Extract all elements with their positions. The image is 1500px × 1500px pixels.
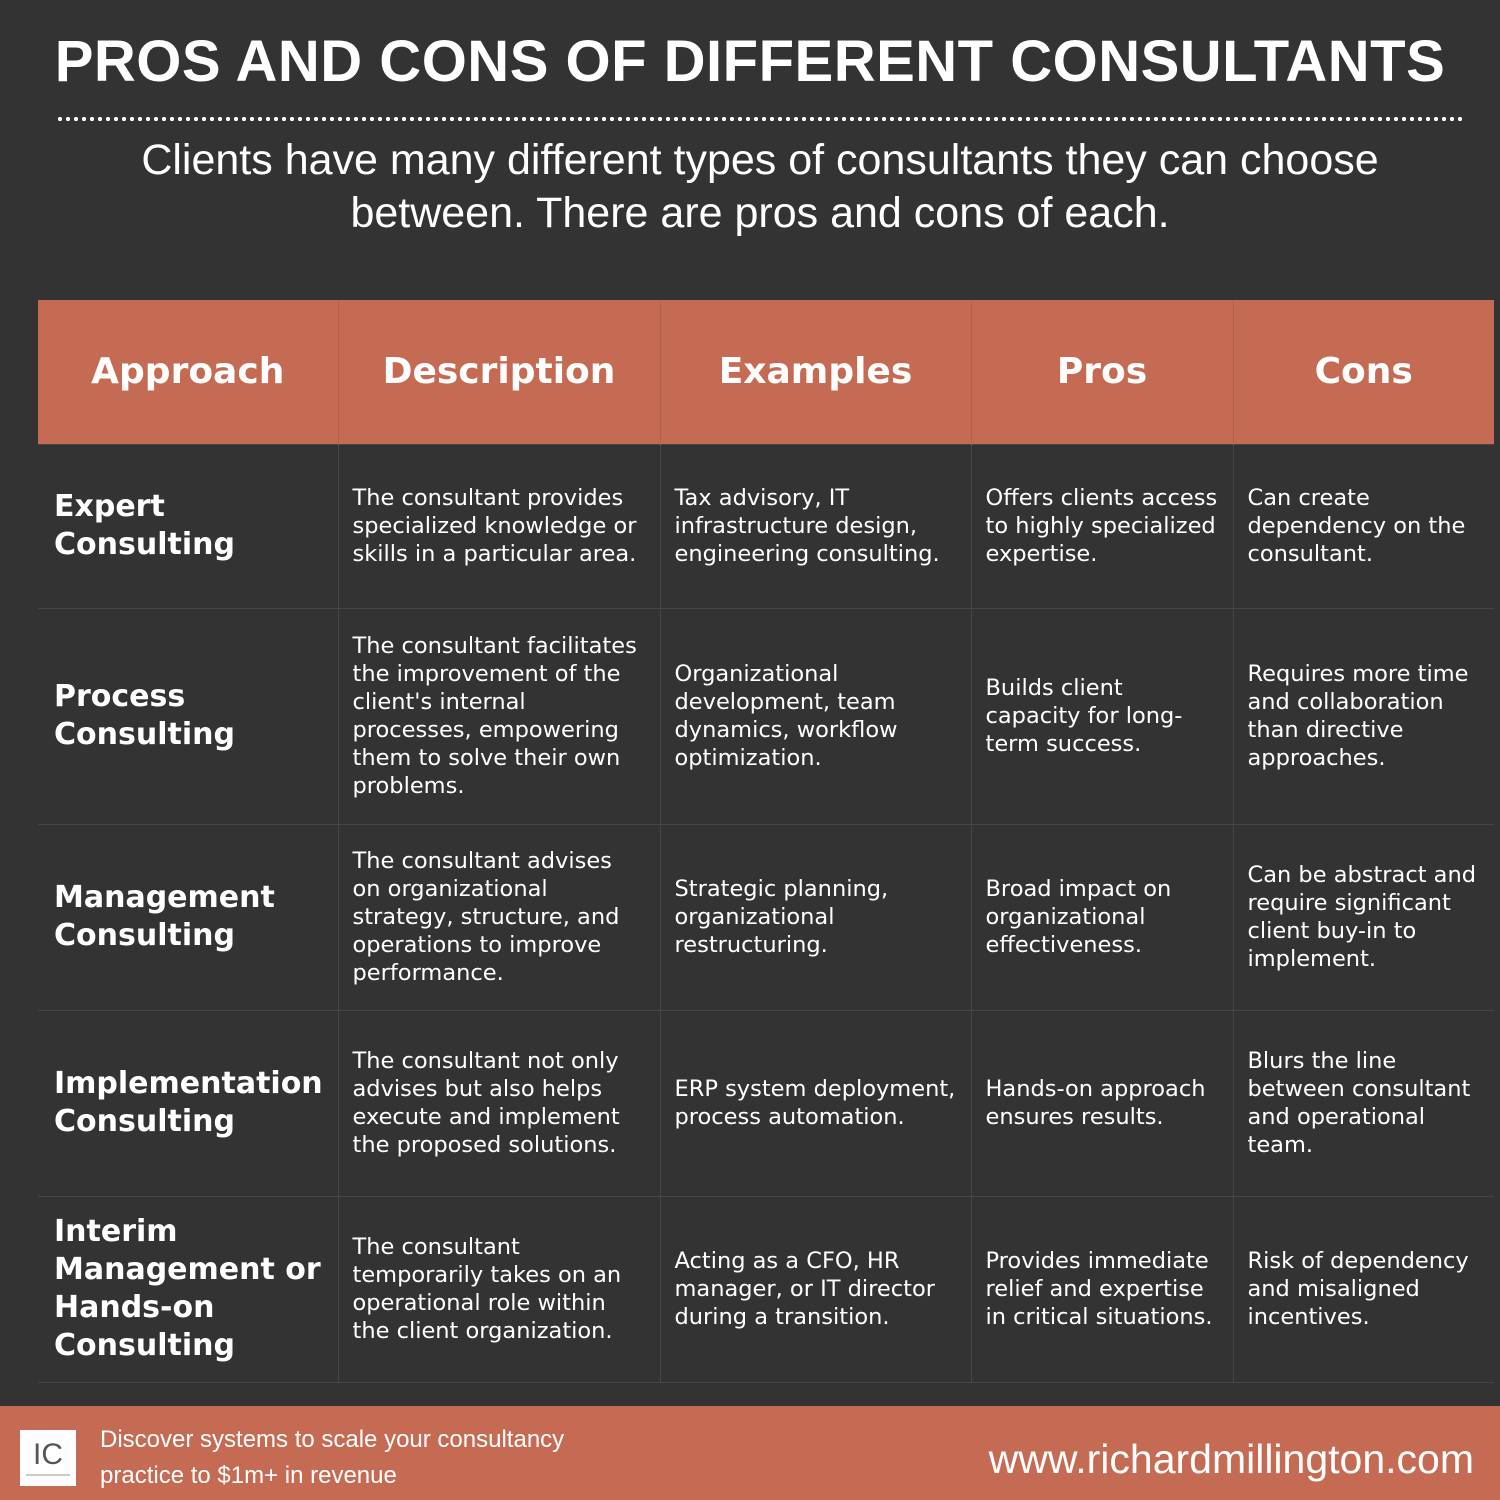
approach-cell: Interim Management or Hands-on Consulting [38, 1196, 338, 1382]
description-cell: The consultant temporarily takes on an operational role within the client organization. [338, 1196, 660, 1382]
page-title: PROS AND CONS OF DIFFERENT CONSULTANTS [54, 29, 1446, 94]
description-cell: The consultant provides specialized knowledge or skills in a particular area. [338, 444, 660, 608]
header-pros: Pros [971, 300, 1233, 444]
table-row [38, 444, 1494, 608]
logo-underline [26, 1474, 70, 1476]
approach-cell: Implementation Consulting [38, 1010, 338, 1196]
comparison-table [38, 300, 1494, 1383]
examples-cell: Organizational development, team dynamics, workflow optimization. [660, 608, 971, 824]
examples-cell: ERP system deployment, process automation. [660, 1010, 971, 1196]
table-row [38, 1196, 1494, 1382]
header-approach: Approach [38, 300, 338, 444]
dotted-divider [56, 116, 1462, 122]
page-subtitle: Clients have many different types of consultants they can choose between. There are pros and cons of each. [141, 136, 1379, 237]
website-link[interactable]: www.richardmillington.com [988, 1436, 1474, 1482]
approach-cell: Management Consulting [38, 824, 338, 1010]
header-description: Description [338, 300, 660, 444]
examples-cell: Strategic planning, organizational restructuring. [660, 824, 971, 1010]
cons-cell: Requires more time and collaboration than directive approaches. [1233, 608, 1494, 824]
table-row [38, 608, 1494, 824]
pros-cell: Broad impact on organizational effectiveness. [971, 824, 1233, 1010]
pros-cell: Offers clients access to highly specialized expertise. [971, 444, 1233, 608]
cons-cell: Blurs the line between consultant and operational team. [1233, 1010, 1494, 1196]
cons-cell: Can be abstract and require significant client buy-in to implement. [1233, 824, 1494, 1010]
table-row [38, 1010, 1494, 1196]
table-header-row [38, 300, 1494, 444]
description-cell: The consultant advises on organizational strategy, structure, and operations to improve performance. [338, 824, 660, 1010]
logo-text: IC [33, 1438, 63, 1471]
pros-cell: Hands-on approach ensures results. [971, 1010, 1233, 1196]
description-cell: The consultant facilitates the improvement of the client's internal processes, empowering them to solve their own problems. [338, 608, 660, 824]
table-row [38, 824, 1494, 1010]
cons-cell: Risk of dependency and misaligned incentives. [1233, 1196, 1494, 1382]
examples-cell: Tax advisory, IT infrastructure design, engineering consulting. [660, 444, 971, 608]
brand-logo [20, 1430, 76, 1486]
footer-banner [0, 1406, 1500, 1500]
approach-cell: Expert Consulting [38, 444, 338, 608]
approach-cell: Process Consulting [38, 608, 338, 824]
pros-cell: Provides immediate relief and expertise in critical situations. [971, 1196, 1233, 1382]
pros-cell: Builds client capacity for long-term success. [971, 608, 1233, 824]
header-examples: Examples [660, 300, 971, 444]
footer-tagline: Discover systems to scale your consultancy practice to $1m+ in revenue [100, 1426, 565, 1489]
examples-cell: Acting as a CFO, HR manager, or IT director during a transition. [660, 1196, 971, 1382]
cons-cell: Can create dependency on the consultant. [1233, 444, 1494, 608]
header-cons: Cons [1233, 300, 1494, 444]
description-cell: The consultant not only advises but also helps execute and implement the proposed solutions. [338, 1010, 660, 1196]
